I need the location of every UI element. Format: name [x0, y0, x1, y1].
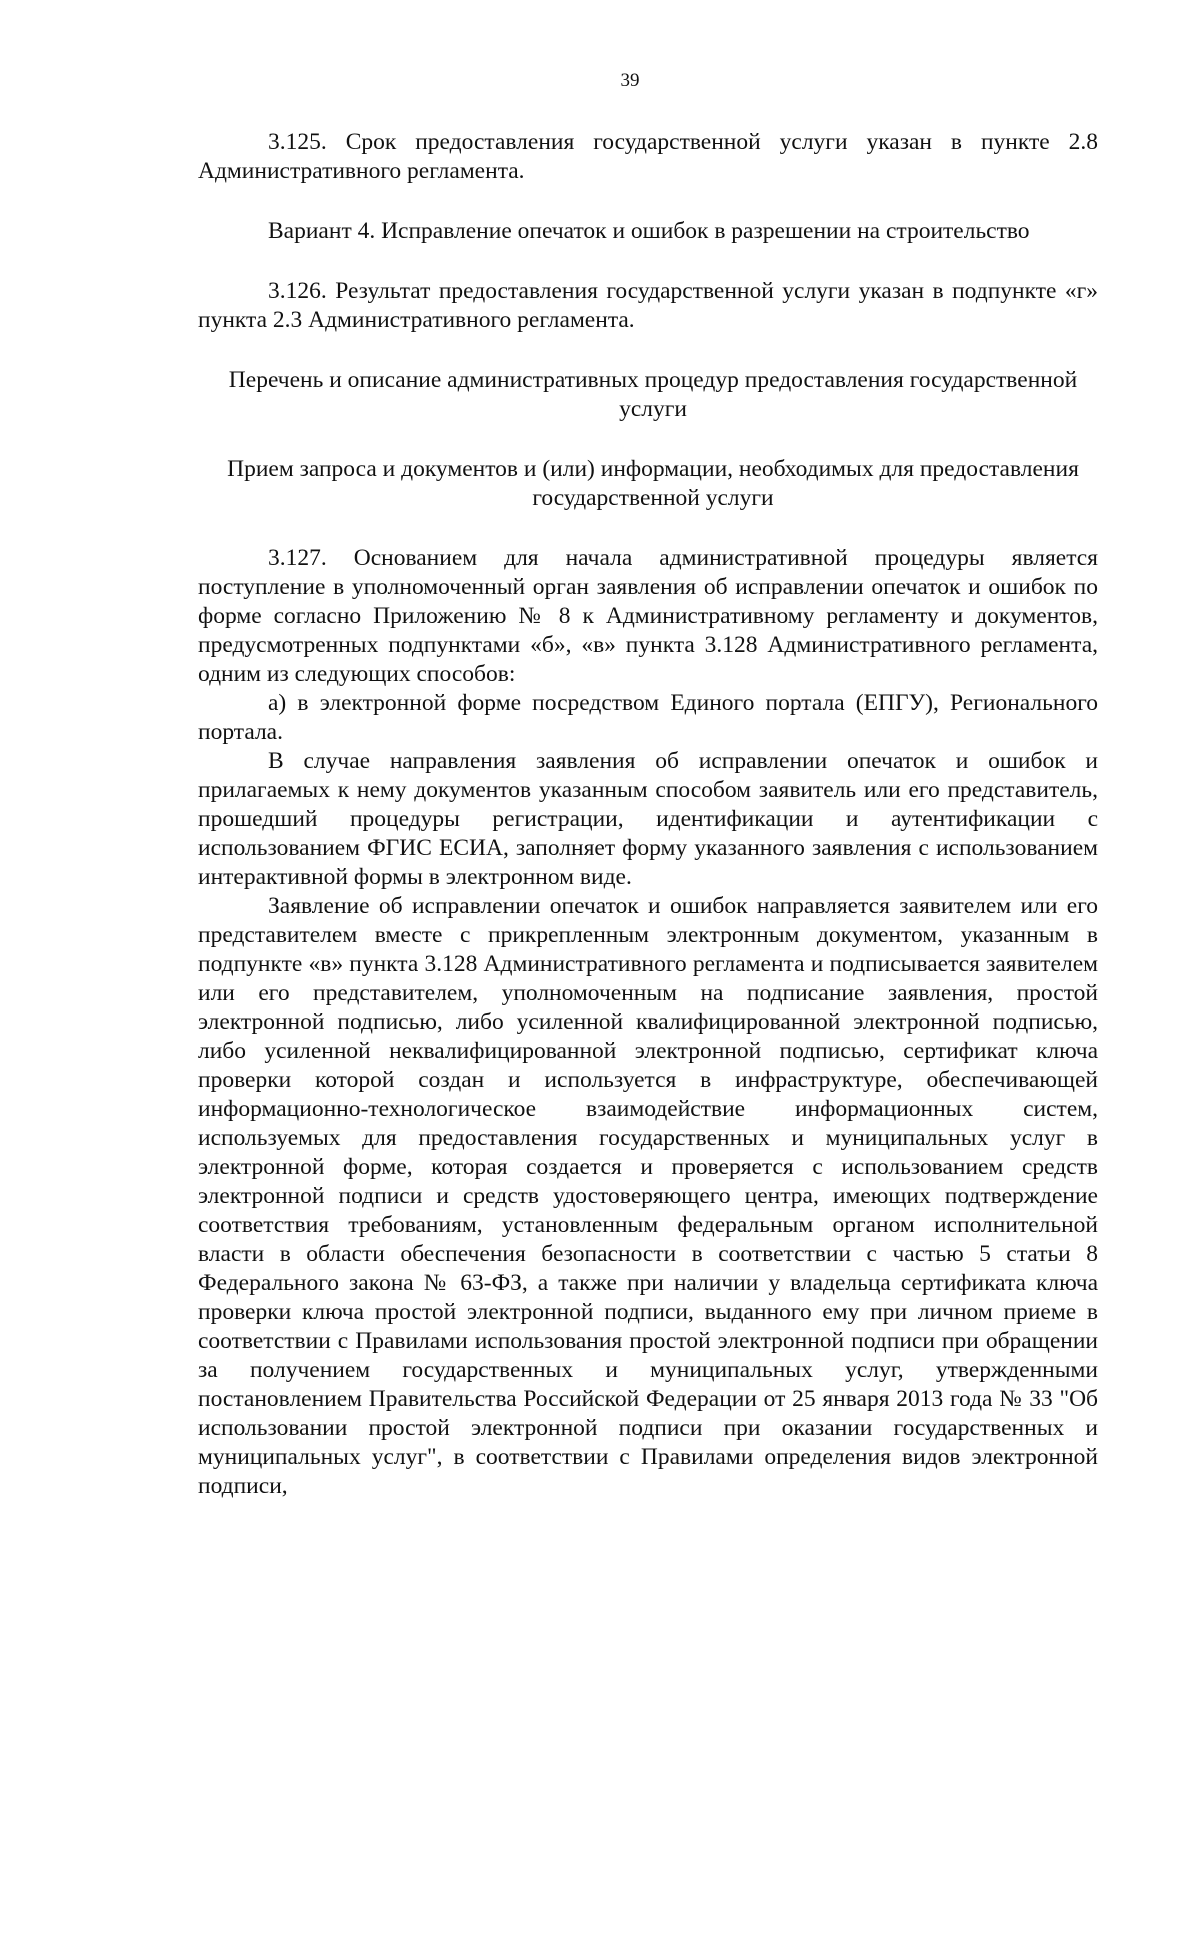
section-heading-procedures: Перечень и описание административных процедур предоставления государственной услуги [228, 367, 1078, 422]
document-body [198, 128, 1098, 1501]
paragraph-3-126: 3.126. Результат предоставления государственной услуги указан в подпункте «г» пункта 2.3 Административного регламента. [198, 278, 1098, 333]
paragraph-item-a: а) в электронной форме посредством Единого портала (ЕПГУ), Регионального портала. [198, 690, 1098, 745]
page-number: 39 [620, 70, 640, 91]
paragraph-3-125: 3.125. Срок предоставления государственной услуги указан в пункте 2.8 Административного регламента. [198, 129, 1098, 184]
variant-4-title: Вариант 4. Исправление опечаток и ошибок в разрешении на строительство [268, 218, 1030, 244]
section-heading-reception: Прием запроса и документов и (или) информации, необходимых для предоставления государственной услуги [227, 456, 1079, 511]
paragraph-case: В случае направления заявления об исправлении опечаток и ошибок и прилагаемых к нему документов указанным способом заявитель или его представитель, прошедший процедуры регистрации, идентификации и аутентификации с использованием ФГИС ЕСИА, заполняет форму указанного заявления с использованием интерактивной формы в электронном виде. [198, 748, 1098, 890]
paragraph-statement: Заявление об исправлении опечаток и ошибок направляется заявителем или его представителем вместе с прикрепленным электронным документом, указанным в подпункте «в» пункта 3.128 Административного регламента и подписывается заявителем или его представителем, уполномоченным на подписание заявления, простой электронной подписью, либо усиленной квалифицированной электронной подписью, либо усиленной неквалифицированной электронной подписью, сертификат ключа проверки которой создан и используется в инфраструктуре, обеспечивающей информационно-технологическое взаимодействие информационных систем, используемых для предоставления государственных и муниципальных услуг в электронной форме, которая создается и проверяется с использованием средств электронной подписи и средств удостоверяющего центра, имеющих подтверждение соответствия требованиям, установленным федеральным органом исполнительной власти в области обеспечения безопасности в соответствии с частью 5 статьи 8 Федерального закона № 63-ФЗ, а также при наличии у владельца сертификата ключа проверки ключа простой электронной подписи, выданного ему при личном приеме в соответствии с Правилами использования простой электронной подписи при обращении за получением государственных и муниципальных услуг, утвержденными постановлением Правительства Российской Федерации от 25 января 2013 года № 33 "Об использовании простой электронной подписи при оказании государственных и муниципальных услуг", в соответствии с Правилами определения видов электронной подписи, [198, 893, 1098, 1499]
paragraph-3-127: 3.127. Основанием для начала административной процедуры является поступление в уполномоченный орган заявления об исправлении опечаток и ошибок по форме согласно Приложению № 8 к Административному регламенту и документов, предусмотренных подпунктами «б», «в» пункта 3.128 Административного регламента, одним из следующих способов: [198, 545, 1098, 687]
